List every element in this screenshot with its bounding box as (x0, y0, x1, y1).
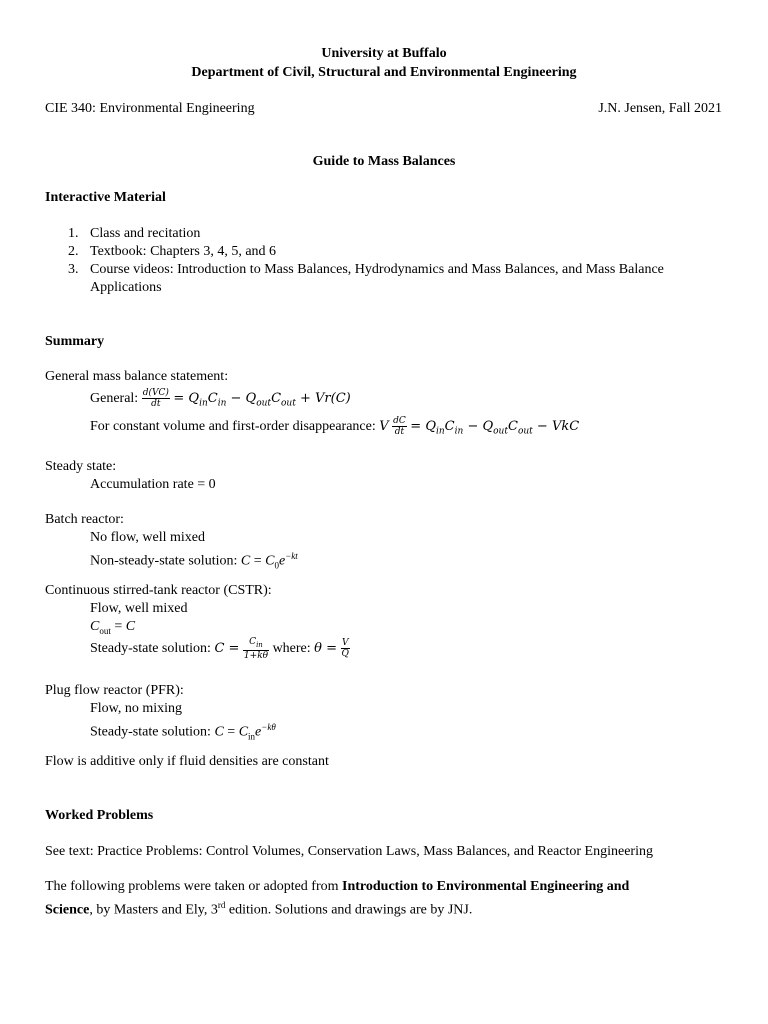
summary-heading: Summary (45, 334, 105, 349)
general-statement-label: General mass balance statement: (45, 369, 229, 384)
department-name: Department of Civil, Structural and Environmental Engineering (191, 65, 577, 80)
cstr-solution: Steady-state solution: C = $\frac{C_{in}}{1+k\theta}$ where: θ = $\frac{V}{Q}$ (90, 636, 349, 661)
worked-problems-heading: Worked Problems (45, 808, 154, 823)
list-number-2: 2. (68, 244, 79, 259)
general-equation (90, 386, 351, 417)
source-note-line1: The following problems were taken or adopted from Introduction to Environmental Engineering and (45, 879, 630, 894)
cstr-label: Continuous stirred-tank reactor (CSTR): (45, 583, 272, 598)
list-item-1: Class and recitation (90, 226, 201, 241)
course-title: CIE 340: Environmental Engineering (45, 101, 255, 116)
list-number-1: 1. (68, 226, 79, 241)
list-item-2: Textbook: Chapters 3, 4, 5, and 6 (90, 244, 277, 259)
additive-note: Flow is additive only if fluid densities are constant (45, 754, 329, 769)
batch-flow: No flow, well mixed (90, 530, 205, 545)
general-label: General: (90, 391, 139, 406)
accumulation-rate: Accumulation rate = 0 (90, 477, 216, 492)
list-item-3: Course videos: Introduction to Mass Balances, Hydrodynamics and Mass Balances, and Mass Balance (90, 262, 664, 277)
constant-fraction: $\frac{dC}{dt}$ (393, 416, 406, 438)
pfr-flow: Flow, no mixing (90, 701, 183, 716)
constant-volume-label: For constant volume and first-order disappearance: (90, 419, 376, 434)
general-rhs: = $Q_{in}C_{in} - Q_{out}C_{out} + Vr(C)$ (173, 391, 351, 409)
list-item-3-continuation: Applications (90, 280, 162, 295)
constant-volume-equation: For constant volume and first-order disappearance: V $\frac{dC}{dt}$ = $Q_{in}C_{in} - Q_{out}C_{out}$ − VkC (90, 416, 580, 438)
cstr-outflow: $C_{out} = C$ (90, 619, 136, 636)
list-number-3: 3. (68, 262, 79, 277)
batch-reactor-label: Batch reactor: (45, 512, 124, 527)
university-name: University at Buffalo (321, 46, 447, 61)
interactive-heading: Interactive Material (45, 190, 166, 205)
page-title: Guide to Mass Balances (312, 154, 456, 169)
constant-rhs: = $Q_{in}C_{in} - Q_{out}C_{out}$ − VkC (410, 419, 580, 437)
general-fraction: $\frac{d(VC)}{dt}$ (142, 388, 169, 410)
source-note-line2: Science, by Masters and Ely, 3rd edition. Solutions and drawings are by JNJ. (45, 900, 473, 918)
instructor-term: J.N. Jensen, Fall 2021 (598, 101, 722, 116)
batch-solution: Non-steady-state solution: $C = C_0e^{-kt}$ (90, 551, 298, 571)
cstr-flow: Flow, well mixed (90, 601, 188, 616)
pfr-solution: Steady-state solution: $C = C_{in}e^{-k\theta}$ (90, 722, 276, 742)
pfr-label: Plug flow reactor (PFR): (45, 683, 184, 698)
see-text-note: See text: Practice Problems: Control Volumes, Conservation Laws, Mass Balances, and Reactor Engineering (45, 844, 653, 859)
steady-state-label: Steady state: (45, 459, 117, 474)
